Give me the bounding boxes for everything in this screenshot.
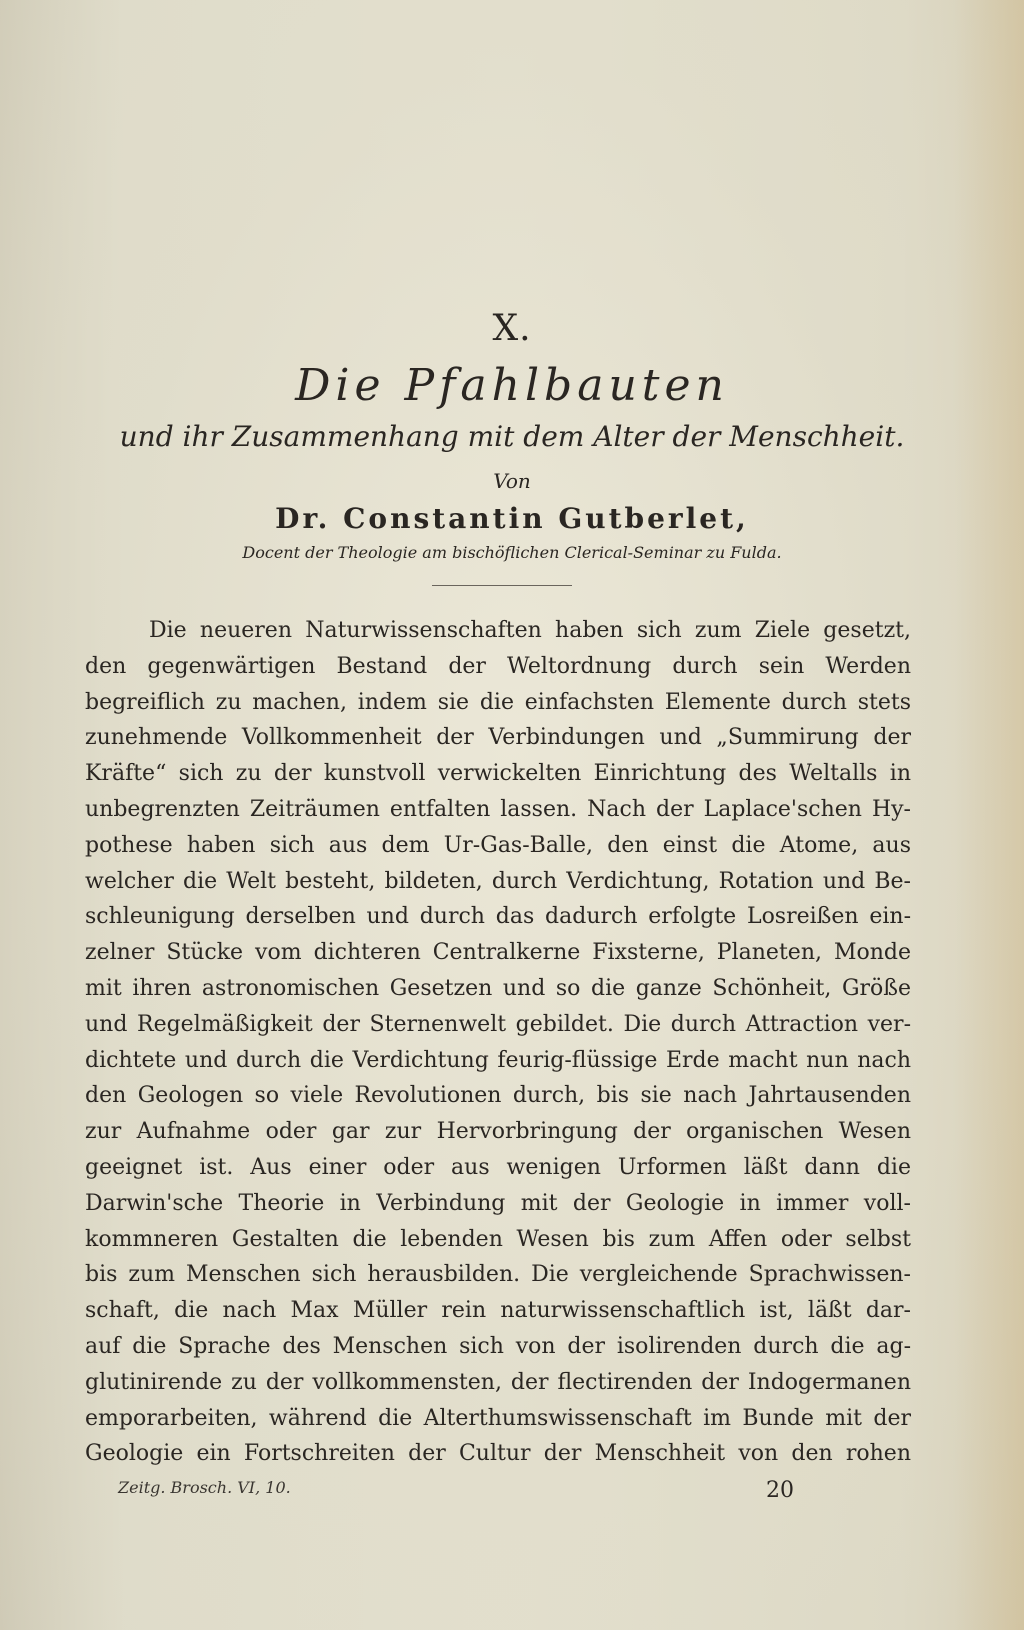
text-line: zunehmende Vollkommenheit der Verbindungen und „Summirung der <box>85 725 911 751</box>
text-line: den gegenwärtigen Bestand der Weltordnung durch sein Werden <box>85 653 911 679</box>
text-line: unbegrenzten Zeiträumen entfalten lassen. Nach der Laplace'schen Hy- <box>85 796 911 822</box>
text-line: glutinirende zu der vollkommensten, der flectirenden der Indogermanen <box>85 1369 911 1395</box>
text-line: zelner Stücke vom dichteren Centralkerne Fixsterne, Planeten, Monde <box>85 940 911 966</box>
text-line: kommneren Gestalten die lebenden Wesen bis zum Affen oder selbst <box>85 1226 911 1252</box>
text-line: emporarbeiten, während die Alterthumswissenschaft im Bunde mit der <box>85 1405 911 1431</box>
text-line: Geologie ein Fortschreiten der Cultur der Menschheit von den rohen <box>85 1441 911 1467</box>
text-line: bis zum Menschen sich herausbilden. Die vergleichende Sprachwissen- <box>85 1262 911 1288</box>
text-line: zur Aufnahme oder gar zur Hervorbringung der organischen Wesen <box>85 1119 911 1145</box>
text-line: mit ihren astronomischen Gesetzen und so die ganze Schönheit, Größe <box>85 975 911 1001</box>
text-line: schaft, die nach Max Müller rein naturwissenschaftlich ist, läßt dar- <box>85 1298 911 1324</box>
text-line: welcher die Welt besteht, bildeten, durch Verdichtung, Rotation und Be- <box>85 868 911 894</box>
text-line: pothese haben sich aus dem Ur-Gas-Balle, den einst die Atome, aus <box>85 832 911 858</box>
author-name: Dr. Constantin Gutberlet, <box>275 502 749 535</box>
byline-prefix: Von <box>493 469 531 493</box>
text-line: geeignet ist. Aus einer oder aus wenigen Urformen läßt dann die <box>85 1154 911 1180</box>
chapter-numeral: X. <box>492 308 532 349</box>
author-affiliation: Docent der Theologie am bischöflichen Clerical-Seminar zu Fulda. <box>242 543 782 562</box>
title-divider <box>432 585 572 586</box>
signature-mark: Zeitg. Brosch. VI, 10. <box>118 1478 291 1497</box>
page-number: 20 <box>766 1478 794 1503</box>
text-line: den Geologen so viele Revolutionen durch, bis sie nach Jahrtausenden <box>85 1083 911 1109</box>
text-line: dichtete und durch die Verdichtung feurig-flüssige Erde macht nun nach <box>85 1047 911 1073</box>
text-line: Die neueren Naturwissenschaften haben sich zum Ziele gesetzt, <box>149 618 911 643</box>
body-paragraph <box>85 613 911 1472</box>
text-line: Darwin'sche Theorie in Verbindung mit der Geologie in immer voll- <box>85 1190 911 1216</box>
text-line: und Regelmäßigkeit der Sternenwelt gebildet. Die durch Attraction ver- <box>85 1011 911 1037</box>
text-line: auf die Sprache des Menschen sich von der isolirenden durch die ag- <box>85 1333 911 1359</box>
text-line: begreiflich zu machen, indem sie die einfachsten Elemente durch stets <box>85 689 911 715</box>
text-line: schleunigung derselben und durch das dadurch erfolgte Losreißen ein- <box>85 904 911 930</box>
text-line: Kräfte“ sich zu der kunstvoll verwickelten Einrichtung des Weltalls in <box>85 761 911 787</box>
article-subtitle: und ihr Zusammenhang mit dem Alter der Menschheit. <box>119 420 905 453</box>
article-title: Die Pfahlbauten <box>295 360 729 411</box>
